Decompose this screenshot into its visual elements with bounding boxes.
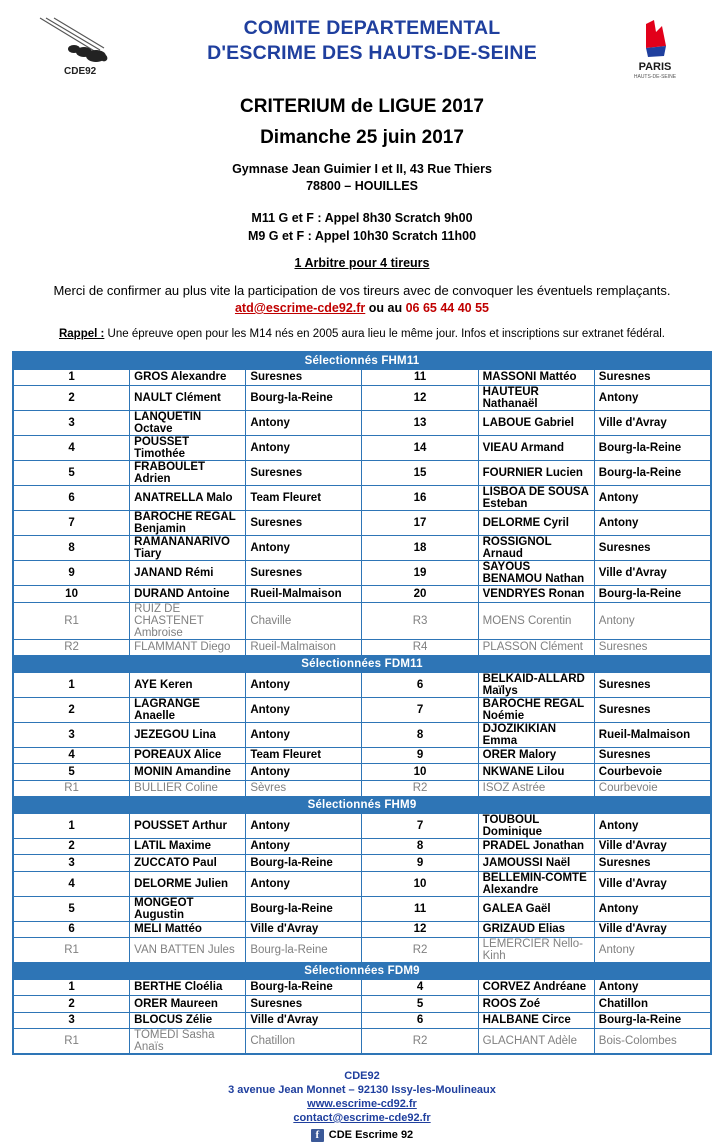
club-right: Courbevoie bbox=[594, 764, 710, 781]
rank-left: 1 bbox=[14, 672, 130, 697]
club-left: Antony bbox=[246, 697, 362, 722]
club-left: Antony bbox=[246, 764, 362, 781]
fencer-name-right: GLACHANT Adèle bbox=[478, 1029, 594, 1054]
contact-email-link[interactable]: atd@escrime-cde92.fr bbox=[234, 301, 366, 315]
facebook-icon[interactable]: f bbox=[311, 1129, 324, 1142]
rank-left: 9 bbox=[14, 561, 130, 586]
table-row bbox=[14, 764, 711, 781]
club-right: Suresnes bbox=[594, 536, 710, 561]
fencer-name-left: ANATRELLA Malo bbox=[130, 486, 246, 511]
contact-line bbox=[0, 301, 724, 315]
club-right: Antony bbox=[594, 938, 710, 963]
fencer-name-right: BELKAID-ALLARD Maïlys bbox=[478, 672, 594, 697]
rank-right: 7 bbox=[362, 697, 478, 722]
contact-or-label: ou au bbox=[368, 301, 403, 315]
rank-right: 9 bbox=[362, 747, 478, 764]
call-time-m11: M11 G et F : Appel 8h30 Scratch 9h00 bbox=[251, 211, 473, 225]
club-left: Suresnes bbox=[246, 369, 362, 386]
club-right: Chatillon bbox=[594, 996, 710, 1013]
fencer-name-left: BULLIER Coline bbox=[130, 780, 246, 797]
rank-right: 11 bbox=[362, 896, 478, 921]
rank-left: R1 bbox=[14, 938, 130, 963]
rank-right: 7 bbox=[362, 813, 478, 838]
club-left: Suresnes bbox=[246, 561, 362, 586]
section-title: Sélectionnées FDM11 bbox=[14, 656, 711, 673]
table-row bbox=[14, 813, 711, 838]
rank-left: 2 bbox=[14, 838, 130, 855]
fencer-name-left: POUSSET Timothée bbox=[130, 436, 246, 461]
fencer-name-right: VIEAU Armand bbox=[478, 436, 594, 461]
table-row bbox=[14, 486, 711, 511]
rank-right: R2 bbox=[362, 1029, 478, 1054]
fencer-name-left: MONIN Amandine bbox=[130, 764, 246, 781]
rank-right: R2 bbox=[362, 938, 478, 963]
event-name: CRITERIUM de LIGUE 2017 bbox=[240, 96, 484, 117]
rank-right: 12 bbox=[362, 386, 478, 411]
club-left: Team Fleuret bbox=[246, 747, 362, 764]
fencer-name-left: LANQUETIN Octave bbox=[130, 411, 246, 436]
table-row bbox=[14, 411, 711, 436]
club-right: Ville d'Avray bbox=[594, 921, 710, 938]
rank-left: 6 bbox=[14, 486, 130, 511]
club-right: Antony bbox=[594, 896, 710, 921]
club-left: Suresnes bbox=[246, 511, 362, 536]
table-row bbox=[14, 871, 711, 896]
club-right: Bourg-la-Reine bbox=[594, 436, 710, 461]
rank-left: 8 bbox=[14, 536, 130, 561]
rappel-label: Rappel : bbox=[58, 328, 105, 340]
rank-right: 14 bbox=[362, 436, 478, 461]
table-row-reserve bbox=[14, 1029, 711, 1054]
club-left: Bourg-la-Reine bbox=[246, 855, 362, 872]
rank-right: 16 bbox=[362, 486, 478, 511]
rank-left: R1 bbox=[14, 602, 130, 639]
club-left: Team Fleuret bbox=[246, 486, 362, 511]
rank-right: 8 bbox=[362, 838, 478, 855]
rank-left: 6 bbox=[14, 921, 130, 938]
rank-right: 9 bbox=[362, 855, 478, 872]
rank-left: 10 bbox=[14, 586, 130, 603]
club-right: Antony bbox=[594, 511, 710, 536]
rank-right: 6 bbox=[362, 672, 478, 697]
title-line-2: D'ESCRIME DES HAUTS-DE-SEINE bbox=[207, 42, 537, 64]
fencer-name-left: VAN BATTEN Jules bbox=[130, 938, 246, 963]
rank-right: 17 bbox=[362, 511, 478, 536]
fencer-name-right: MASSONI Mattéo bbox=[478, 369, 594, 386]
document-header bbox=[0, 0, 724, 86]
table-row bbox=[14, 511, 711, 536]
rank-right: 20 bbox=[362, 586, 478, 603]
section-title: Sélectionnés FHM11 bbox=[14, 353, 711, 370]
section-header-row bbox=[14, 656, 711, 673]
table-row bbox=[14, 921, 711, 938]
club-left: Antony bbox=[246, 813, 362, 838]
rank-right: 13 bbox=[362, 411, 478, 436]
footer-website-link[interactable]: www.escrime-cd92.fr bbox=[307, 1098, 417, 1110]
section-title: Sélectionnées FDM9 bbox=[14, 963, 711, 980]
fencer-name-right: GALEA Gaël bbox=[478, 896, 594, 921]
rank-left: R1 bbox=[14, 1029, 130, 1054]
rappel-note bbox=[0, 328, 724, 340]
fencer-name-right: DELORME Cyril bbox=[478, 511, 594, 536]
fencer-name-right: BAROCHE REGAL Noémie bbox=[478, 697, 594, 722]
referee-note: 1 Arbitre pour 4 tireurs bbox=[294, 256, 430, 270]
fencer-name-right: HALBANE Circe bbox=[478, 1012, 594, 1029]
fencer-name-right: JAMOUSSI Naël bbox=[478, 855, 594, 872]
rank-left: 5 bbox=[14, 896, 130, 921]
table-row bbox=[14, 461, 711, 486]
fencer-name-left: GROS Alexandre bbox=[130, 369, 246, 386]
section-header-row bbox=[14, 353, 711, 370]
fencer-name-left: NAULT Clément bbox=[130, 386, 246, 411]
club-left: Rueil-Malmaison bbox=[246, 639, 362, 656]
table-row bbox=[14, 386, 711, 411]
club-right: Suresnes bbox=[594, 747, 710, 764]
club-right: Bourg-la-Reine bbox=[594, 586, 710, 603]
club-right: Bourg-la-Reine bbox=[594, 1012, 710, 1029]
rank-right: 6 bbox=[362, 1012, 478, 1029]
club-left: Antony bbox=[246, 871, 362, 896]
table-row bbox=[14, 561, 711, 586]
footer-address: 3 avenue Jean Monnet – 92130 Issy-les-Moulineaux bbox=[228, 1084, 496, 1096]
club-right: Ville d'Avray bbox=[594, 871, 710, 896]
table-row-reserve bbox=[14, 602, 711, 639]
fencer-name-right: DJOZIKIKIAN Emma bbox=[478, 722, 594, 747]
fencer-name-right: ROSSIGNOL Arnaud bbox=[478, 536, 594, 561]
fencer-name-left: ZUCCATO Paul bbox=[130, 855, 246, 872]
table-row bbox=[14, 896, 711, 921]
rank-left: 5 bbox=[14, 461, 130, 486]
fencer-name-right: GRIZAUD Elias bbox=[478, 921, 594, 938]
selection-table-wrapper bbox=[12, 351, 712, 1055]
fencer-name-left: BAROCHE REGAL Benjamin bbox=[130, 511, 246, 536]
fencer-name-right: NKWANE Lilou bbox=[478, 764, 594, 781]
rank-right: 5 bbox=[362, 996, 478, 1013]
club-left: Rueil-Malmaison bbox=[246, 586, 362, 603]
rank-left: R1 bbox=[14, 780, 130, 797]
club-right: Suresnes bbox=[594, 369, 710, 386]
club-right: Suresnes bbox=[594, 697, 710, 722]
fencer-name-left: MONGEOT Augustin bbox=[130, 896, 246, 921]
facebook-page-name: CDE Escrime 92 bbox=[328, 1129, 414, 1141]
fencer-name-right: VENDRYES Ronan bbox=[478, 586, 594, 603]
rank-right: 4 bbox=[362, 979, 478, 996]
table-row-reserve bbox=[14, 780, 711, 797]
fencer-name-right: SAYOUS BENAMOU Nathan bbox=[478, 561, 594, 586]
rank-left: 3 bbox=[14, 722, 130, 747]
rank-left: 4 bbox=[14, 436, 130, 461]
fencer-name-right: ISOZ Astrée bbox=[478, 780, 594, 797]
club-right: Courbevoie bbox=[594, 780, 710, 797]
footer-email-link[interactable]: contact@escrime-cde92.fr bbox=[293, 1112, 431, 1124]
rank-right: 10 bbox=[362, 871, 478, 896]
club-left: Ville d'Avray bbox=[246, 921, 362, 938]
club-right: Antony bbox=[594, 979, 710, 996]
fencer-name-right: MOENS Corentin bbox=[478, 602, 594, 639]
fencer-name-left: RAMANANARIVO Tiary bbox=[130, 536, 246, 561]
fencer-name-left: FLAMMANT Diego bbox=[130, 639, 246, 656]
fencer-name-right: ROOS Zoé bbox=[478, 996, 594, 1013]
rank-right: R4 bbox=[362, 639, 478, 656]
table-row bbox=[14, 697, 711, 722]
page-title bbox=[140, 16, 604, 66]
fencer-name-right: LABOUE Gabriel bbox=[478, 411, 594, 436]
cde92-logo-text: CDE92 bbox=[64, 66, 97, 77]
club-left: Chaville bbox=[246, 602, 362, 639]
footer-org: CDE92 bbox=[344, 1070, 380, 1082]
fencer-name-left: POUSSET Arthur bbox=[130, 813, 246, 838]
cde92-logo bbox=[34, 16, 130, 78]
club-left: Bourg-la-Reine bbox=[246, 896, 362, 921]
club-left: Ville d'Avray bbox=[246, 1012, 362, 1029]
document-footer bbox=[0, 1069, 724, 1142]
rank-left: 3 bbox=[14, 855, 130, 872]
fencer-name-left: LAGRANGE Anaelle bbox=[130, 697, 246, 722]
rank-left: 7 bbox=[14, 511, 130, 536]
rappel-text: Une épreuve open pour les M14 nés en 2005 aura lieu le même jour. Infos et inscriptions sur extranet fédéral. bbox=[104, 328, 665, 340]
fencer-name-left: MELI Mattéo bbox=[130, 921, 246, 938]
table-row bbox=[14, 855, 711, 872]
section-header-row bbox=[14, 963, 711, 980]
table-row bbox=[14, 369, 711, 386]
club-left: Bourg-la-Reine bbox=[246, 979, 362, 996]
confirmation-note: Merci de confirmer au plus vite la participation de vos tireurs avec de convoquer les éventuels remplaçants. bbox=[53, 283, 671, 298]
table-row bbox=[14, 996, 711, 1013]
club-right: Antony bbox=[594, 602, 710, 639]
fencer-name-left: ORER Maureen bbox=[130, 996, 246, 1013]
fencer-name-right: LEMERCIER Nello-Kinh bbox=[478, 938, 594, 963]
fencer-name-right: CORVEZ Andréane bbox=[478, 979, 594, 996]
club-right: Rueil-Malmaison bbox=[594, 722, 710, 747]
paris-logo-subtext: HAUTS-DE-SEINE bbox=[633, 74, 677, 80]
event-venue: Gymnase Jean Guimier I et II, 43 Rue Thiers bbox=[232, 162, 492, 176]
rank-left: 1 bbox=[14, 979, 130, 996]
paris-hauts-de-seine-logo bbox=[616, 16, 694, 82]
rank-left: 4 bbox=[14, 747, 130, 764]
rank-left: 3 bbox=[14, 1012, 130, 1029]
fencer-name-right: BELLEMIN-COMTE Alexandre bbox=[478, 871, 594, 896]
rank-left: 2 bbox=[14, 697, 130, 722]
table-row bbox=[14, 1012, 711, 1029]
fencer-name-right: PRADEL Jonathan bbox=[478, 838, 594, 855]
rank-left: 3 bbox=[14, 411, 130, 436]
table-row-reserve bbox=[14, 639, 711, 656]
rank-right: 18 bbox=[362, 536, 478, 561]
club-left: Chatillon bbox=[246, 1029, 362, 1054]
rank-right: 12 bbox=[362, 921, 478, 938]
fencer-name-right: PLASSON Clément bbox=[478, 639, 594, 656]
table-row-reserve bbox=[14, 938, 711, 963]
fencer-name-left: JEZEGOU Lina bbox=[130, 722, 246, 747]
rank-right: 19 bbox=[362, 561, 478, 586]
club-right: Suresnes bbox=[594, 672, 710, 697]
rank-right: 15 bbox=[362, 461, 478, 486]
rank-left: 1 bbox=[14, 369, 130, 386]
rank-left: 2 bbox=[14, 386, 130, 411]
fencer-name-left: TOMEDI Sasha Anaïs bbox=[130, 1029, 246, 1054]
table-row bbox=[14, 838, 711, 855]
paris-logo-text: PARIS bbox=[638, 61, 672, 73]
section-title: Sélectionnés FHM9 bbox=[14, 797, 711, 814]
rank-left: 2 bbox=[14, 996, 130, 1013]
club-right: Bois-Colombes bbox=[594, 1029, 710, 1054]
club-right: Antony bbox=[594, 486, 710, 511]
club-right: Bourg-la-Reine bbox=[594, 461, 710, 486]
call-time-m9: M9 G et F : Appel 10h30 Scratch 11h00 bbox=[247, 229, 477, 243]
club-left: Antony bbox=[246, 838, 362, 855]
fencer-name-left: DURAND Antoine bbox=[130, 586, 246, 603]
fencer-name-left: LATIL Maxime bbox=[130, 838, 246, 855]
facebook-line[interactable] bbox=[0, 1128, 724, 1142]
club-left: Sèvres bbox=[246, 780, 362, 797]
club-left: Suresnes bbox=[246, 461, 362, 486]
table-row bbox=[14, 536, 711, 561]
rank-left: 5 bbox=[14, 764, 130, 781]
club-left: Antony bbox=[246, 436, 362, 461]
fencer-name-left: POREAUX Alice bbox=[130, 747, 246, 764]
contact-phone: 06 65 44 40 55 bbox=[405, 301, 490, 315]
section-header-row bbox=[14, 797, 711, 814]
rank-left: R2 bbox=[14, 639, 130, 656]
fencer-name-left: FRABOULET Adrien bbox=[130, 461, 246, 486]
rank-right: 10 bbox=[362, 764, 478, 781]
club-right: Ville d'Avray bbox=[594, 561, 710, 586]
title-line-1: COMITE DEPARTEMENTAL bbox=[243, 17, 501, 39]
event-city: 78800 – HOUILLES bbox=[306, 179, 418, 193]
fencer-name-left: BLOCUS Zélie bbox=[130, 1012, 246, 1029]
rank-right: 8 bbox=[362, 722, 478, 747]
table-row bbox=[14, 722, 711, 747]
fencer-name-right: FOURNIER Lucien bbox=[478, 461, 594, 486]
club-right: Ville d'Avray bbox=[594, 411, 710, 436]
fencer-name-left: BERTHE Cloélia bbox=[130, 979, 246, 996]
club-right: Suresnes bbox=[594, 855, 710, 872]
rank-left: 4 bbox=[14, 871, 130, 896]
club-left: Antony bbox=[246, 672, 362, 697]
rank-left: 1 bbox=[14, 813, 130, 838]
club-left: Bourg-la-Reine bbox=[246, 938, 362, 963]
table-row bbox=[14, 979, 711, 996]
rank-right: R2 bbox=[362, 780, 478, 797]
selection-table bbox=[13, 352, 711, 1054]
club-right: Antony bbox=[594, 386, 710, 411]
club-left: Bourg-la-Reine bbox=[246, 386, 362, 411]
club-left: Antony bbox=[246, 411, 362, 436]
rank-right: 11 bbox=[362, 369, 478, 386]
fencer-name-right: HAUTEUR Nathanaël bbox=[478, 386, 594, 411]
table-row bbox=[14, 436, 711, 461]
fencer-name-left: AYE Keren bbox=[130, 672, 246, 697]
fencer-name-right: ORER Malory bbox=[478, 747, 594, 764]
event-date: Dimanche 25 juin 2017 bbox=[260, 127, 464, 148]
table-row bbox=[14, 586, 711, 603]
club-right: Suresnes bbox=[594, 639, 710, 656]
table-row bbox=[14, 672, 711, 697]
club-right: Ville d'Avray bbox=[594, 838, 710, 855]
fencer-name-left: RUIZ DE CHASTENET Ambroise bbox=[130, 602, 246, 639]
table-row bbox=[14, 747, 711, 764]
rank-right: R3 bbox=[362, 602, 478, 639]
club-left: Antony bbox=[246, 722, 362, 747]
fencer-name-right: TOUBOUL Dominique bbox=[478, 813, 594, 838]
fencer-name-left: DELORME Julien bbox=[130, 871, 246, 896]
club-left: Antony bbox=[246, 536, 362, 561]
club-right: Antony bbox=[594, 813, 710, 838]
fencer-name-right: LISBOA DE SOUSA Esteban bbox=[478, 486, 594, 511]
fencer-name-left: JANAND Rémi bbox=[130, 561, 246, 586]
club-left: Suresnes bbox=[246, 996, 362, 1013]
